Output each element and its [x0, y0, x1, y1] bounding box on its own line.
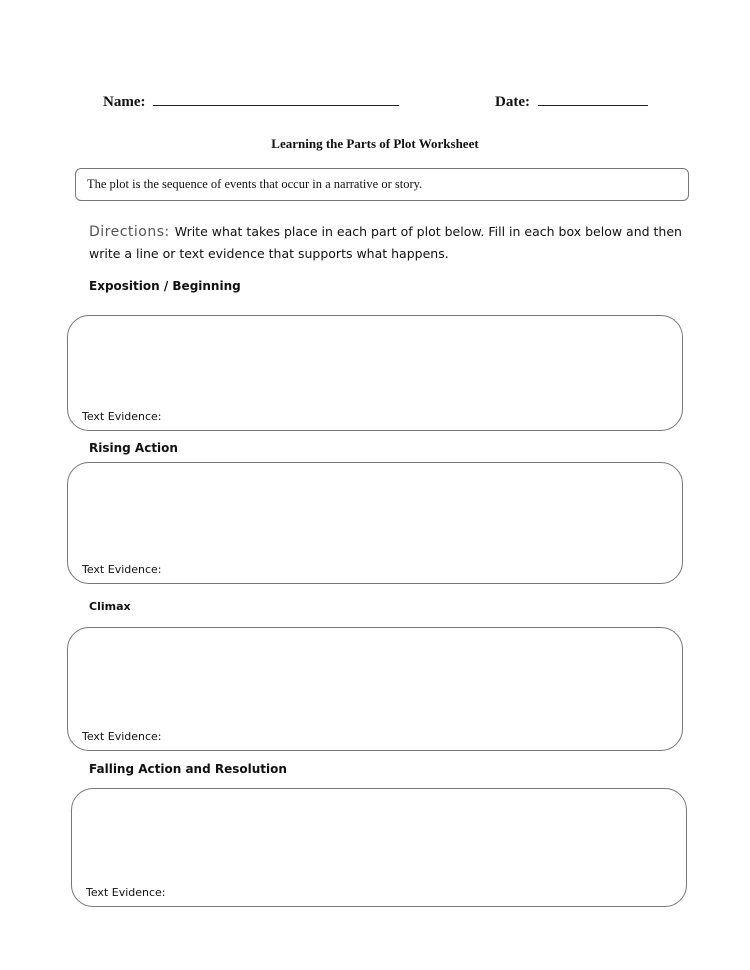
text-evidence-label: Text Evidence:: [86, 886, 166, 899]
date-label: Date:: [495, 94, 530, 110]
definition-box: [75, 168, 689, 201]
definition-text: The plot is the sequence of events that occur in a narrative or story.: [87, 177, 423, 191]
section-heading-exposition: Exposition / Beginning: [89, 279, 241, 293]
section-heading-climax: Climax: [89, 600, 131, 613]
directions-label: Directions:: [89, 224, 170, 240]
name-label: Name:: [103, 94, 146, 110]
directions: [89, 221, 689, 265]
worksheet-title: Learning the Parts of Plot Worksheet: [271, 136, 479, 151]
name-row: [103, 92, 399, 111]
answer-box-rising-action[interactable]: [67, 462, 683, 584]
section-heading-rising-action: Rising Action: [89, 441, 178, 455]
text-evidence-label: Text Evidence:: [82, 730, 162, 743]
date-row: [495, 92, 648, 111]
name-field[interactable]: [153, 92, 399, 106]
text-evidence-label: Text Evidence:: [82, 563, 162, 576]
answer-box-exposition[interactable]: [67, 315, 683, 431]
text-evidence-label: Text Evidence:: [82, 410, 162, 423]
section-heading-falling-action: Falling Action and Resolution: [89, 762, 287, 776]
date-field[interactable]: [538, 92, 648, 106]
answer-box-climax[interactable]: [67, 627, 683, 751]
directions-text: Write what takes place in each part of plot below. Fill in each box below and then write a line or text evidence that supports what happens.: [89, 224, 682, 261]
answer-box-falling-action[interactable]: [71, 788, 687, 907]
